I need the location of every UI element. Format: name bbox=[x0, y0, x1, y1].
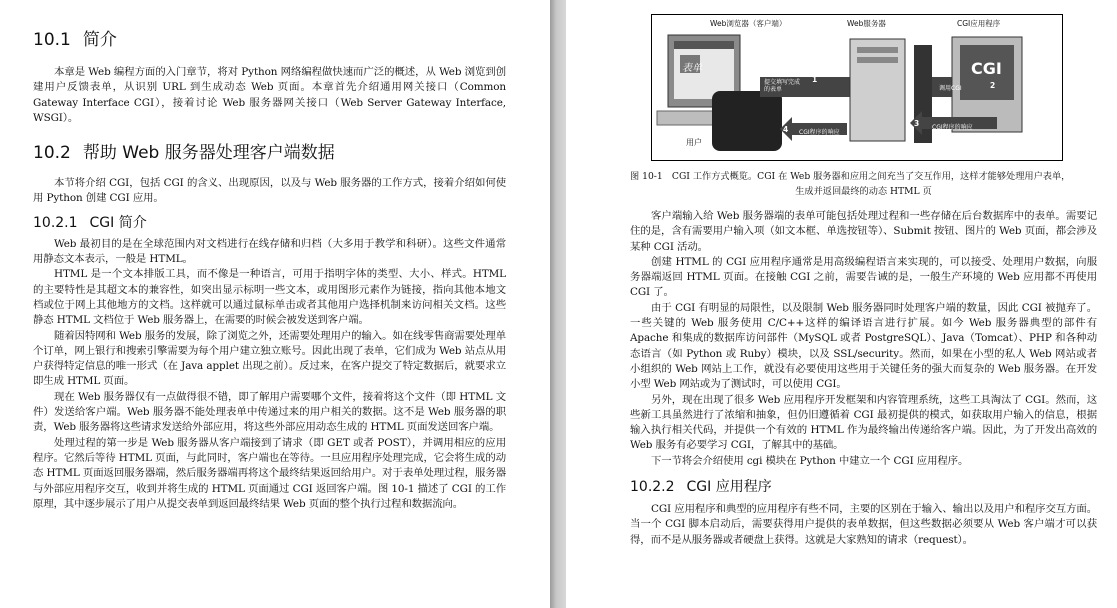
step-number-2: 2 bbox=[990, 81, 996, 90]
paragraph: 另外，现在出现了很多 Web 应用程序开发框架和内容管理系统，这些工具淘汰了 CGI。然而，这些新工具虽然进行了浓缩和抽象，但仍旧遵循着 CGI 最初提供的模式，如获取用户输入的信息，根据输入执行相关代码，并提供一个有效的 HTML 作为最终输出传递给客户端。因此，为了开发出高效的 Web 服务有必要学习 CGI，了解其中的基础。 bbox=[630, 393, 1097, 452]
subsection-heading-10-2-2 bbox=[630, 478, 1097, 496]
paragraph: 客户端输入给 Web 服务器端的表单可能包括处理过程和一些存储在后台数据库中的表单。需要记住的是，含有需要用户输入项（如文本框、单选按钮等）、Submit 按钮、图片的 Web 页面，都会涉及某种 CGI 活动。 bbox=[630, 210, 1097, 253]
section-number: 10.2.2 bbox=[630, 479, 675, 496]
page-gutter bbox=[550, 0, 566, 608]
paragraph: 随着因特网和 Web 服务的发展，除了浏览之外，还需要处理用户的输入。如在线零售商需要处理单个订单，网上银行和搜索引擎需要为每个用户建立独立账号。因此出现了表单，它们成为 Web 站点从用户获得特定信息的唯一形式（在 Java applet 出现之前）。反过来，在客户提交了特定数据后，就要求立即生成 HTML 页面。 bbox=[33, 329, 506, 388]
paragraph: 创建 HTML 的 CGI 应用程序通常是用高级编程语言来实现的，可以接受、处理用户数据，向服务器端返回 HTML 页面。在接触 CGI 之前，需要告诫的是，一般生产环境的 Web 应用都不再使用 CGI 了。 bbox=[630, 255, 1097, 299]
step-number-3: 3 bbox=[914, 119, 920, 128]
right-page bbox=[566, 0, 1117, 608]
paragraph: HTML 是一个文本排版工具，而不像是一种语言，可用于指明字体的类型、大小、样式。HTML 的主要特性是其超文本的兼容性，如突出显示标明一些文本，或用图形元素作为链接，指向其他本地文档或位于网上其他地方的文档。这样就可以通过鼠标单击或者其他用户选择机制来访问相关文档。这些静态 HTML 文档位于 Web 服务器上，在需要的时候会被发送到客户端。 bbox=[33, 268, 506, 327]
server-label: Web服务器 bbox=[847, 19, 886, 28]
form-text: 表单 bbox=[682, 63, 702, 74]
figure-caption-line2: 生成并返回最终的动态 HTML 页 bbox=[795, 186, 932, 197]
cgi-logo-text: CGI bbox=[971, 59, 1002, 78]
cgi-diagram bbox=[652, 15, 1062, 160]
drive-bay bbox=[857, 57, 898, 63]
paragraph: 现在 Web 服务器仅有一点做得很不错，即了解用户需要哪个文件，接着将这个文件（即 HTML 文件）发送给客户端。Web 服务器不能处理表单中传递过来的用户相关的数据。这不是 Web 服务器的职责，Web 服务器将这些请求发送给外部应用，将这些外部应用动态生成的 HTML 页面发送回客户端。 bbox=[33, 390, 506, 434]
browser-label: Web浏览器（客户端） bbox=[710, 19, 787, 28]
section-heading-10-2 bbox=[33, 143, 506, 163]
paragraph: CGI 应用程序和典型的应用程序有些不同，主要的区别在于输入、输出以及用户和程序交互方面。当一个 CGI 脚本启动后，需要获得用户提供的表单数据，但这些数据必须要从 Web 客户端才可以获得，而不是从服务器或者硬盘上获得。这就是大家熟知的请求（request）。 bbox=[630, 503, 1097, 546]
user-label: 用户 bbox=[686, 138, 702, 147]
section-number: 10.1 bbox=[33, 30, 71, 50]
figure-caption: 图 10-1 CGI 工作方式概览。CGI 在 Web 服务器和应用之间充当了交互作用，这样才能够处理用户表单， bbox=[630, 171, 1071, 182]
step3-label: CGI程序的响应 bbox=[932, 124, 973, 131]
section-title: 帮助 Web 服务器处理客户端数据 bbox=[82, 143, 335, 164]
section-heading-10-1 bbox=[33, 30, 506, 50]
section-title: CGI 简介 bbox=[89, 214, 147, 231]
server-tower-icon bbox=[850, 39, 905, 141]
step1-label: 提交填写完成的表单 bbox=[764, 79, 801, 93]
subsection-heading-10-2-1 bbox=[33, 214, 506, 232]
browser-toolbar bbox=[674, 41, 734, 49]
drive-bay bbox=[857, 47, 898, 53]
section-number: 10.2 bbox=[33, 143, 71, 164]
section-number: 10.2.1 bbox=[33, 214, 78, 231]
paragraph: 处理过程的第一步是 Web 服务器从客户端接到了请求（即 GET 或者 POST），并调用相应的应用程序。它然后等待 HTML 页面，与此同时，客户端也在等待。一旦应用程序处理完成，它会将生成的动态 HTML 页面返回服务器端，然后服务器端再将这个最终结果返回给用户。对于表单处理过程，服务器与外部应用程序交互，收到并将生成的 HTML 页面通过 CGI 返回客户端。图 10-1 描述了 CGI 的工作原理，其中逐步展示了用户从提交表单到返回最终结果 Web 页面的整个执行过程和数据流向。 bbox=[33, 436, 506, 510]
step-number-4: 4 bbox=[783, 125, 789, 134]
user-silhouette-icon bbox=[712, 91, 782, 151]
paragraph: 本章是 Web 编程方面的入门章节，将对 Python 网络编程做快速而广泛的概述，从 Web 浏览到创建用户反馈表单，从识别 URL 到生成动态 Web 页面。本章首先介绍通用网关接口（Common Gateway Interface CGI），接着讨论 Web 服务器网关接口（Web Server Gateway Interface, WSGI）。 bbox=[33, 66, 506, 124]
paragraph: 本节将介绍 CGI，包括 CGI 的含义、出现原因，以及与 Web 服务器的工作方式，接着介绍如何使用 Python 创建 CGI 应用。 bbox=[33, 177, 506, 205]
step2-label: 调用CGI bbox=[939, 85, 962, 92]
cgi-app-label: CGI应用程序 bbox=[957, 19, 1001, 28]
paragraph: Web 最初目的是在全球范围内对文档进行在线存储和归档（大多用于教学和科研）。这些文件通常用静态文本表示，一般是 HTML。 bbox=[33, 237, 506, 266]
step4-label: CGI程序的响应 bbox=[799, 129, 840, 136]
step-number-1: 1 bbox=[812, 75, 818, 84]
left-page bbox=[0, 0, 550, 608]
section-title: 简介 bbox=[82, 30, 117, 50]
section-title: CGI 应用程序 bbox=[686, 479, 772, 496]
paragraph: 由于 CGI 有明显的局限性，以及限制 Web 服务器同时处理客户端的数量，因此 CGI 被抛弃了。一些关键的 Web 服务使用 C/C++这样的编译语言进行扩展。如今 Web 服务器典型的部件有 Apache 和集成的数据库访问部件（MySQL 或者 PostgreSQL）、Java（Tomcat）、PHP 和各种动态语言（如 Python 或 Ruby）模块，以及 SSL/security。然而，如果在小型的私人 Web 网站或者小组织的 Web 网站上工作，就没有必要使用这些用于关键任务的强大而复杂的 Web 服务器。在开发小型 Web 网站或为了测试时，可以使用 CGI。 bbox=[630, 301, 1097, 391]
figure-10-1 bbox=[651, 14, 1063, 161]
paragraph: 下一节将会介绍使用 cgi 模块在 Python 中建立一个 CGI 应用程序。 bbox=[651, 454, 969, 467]
